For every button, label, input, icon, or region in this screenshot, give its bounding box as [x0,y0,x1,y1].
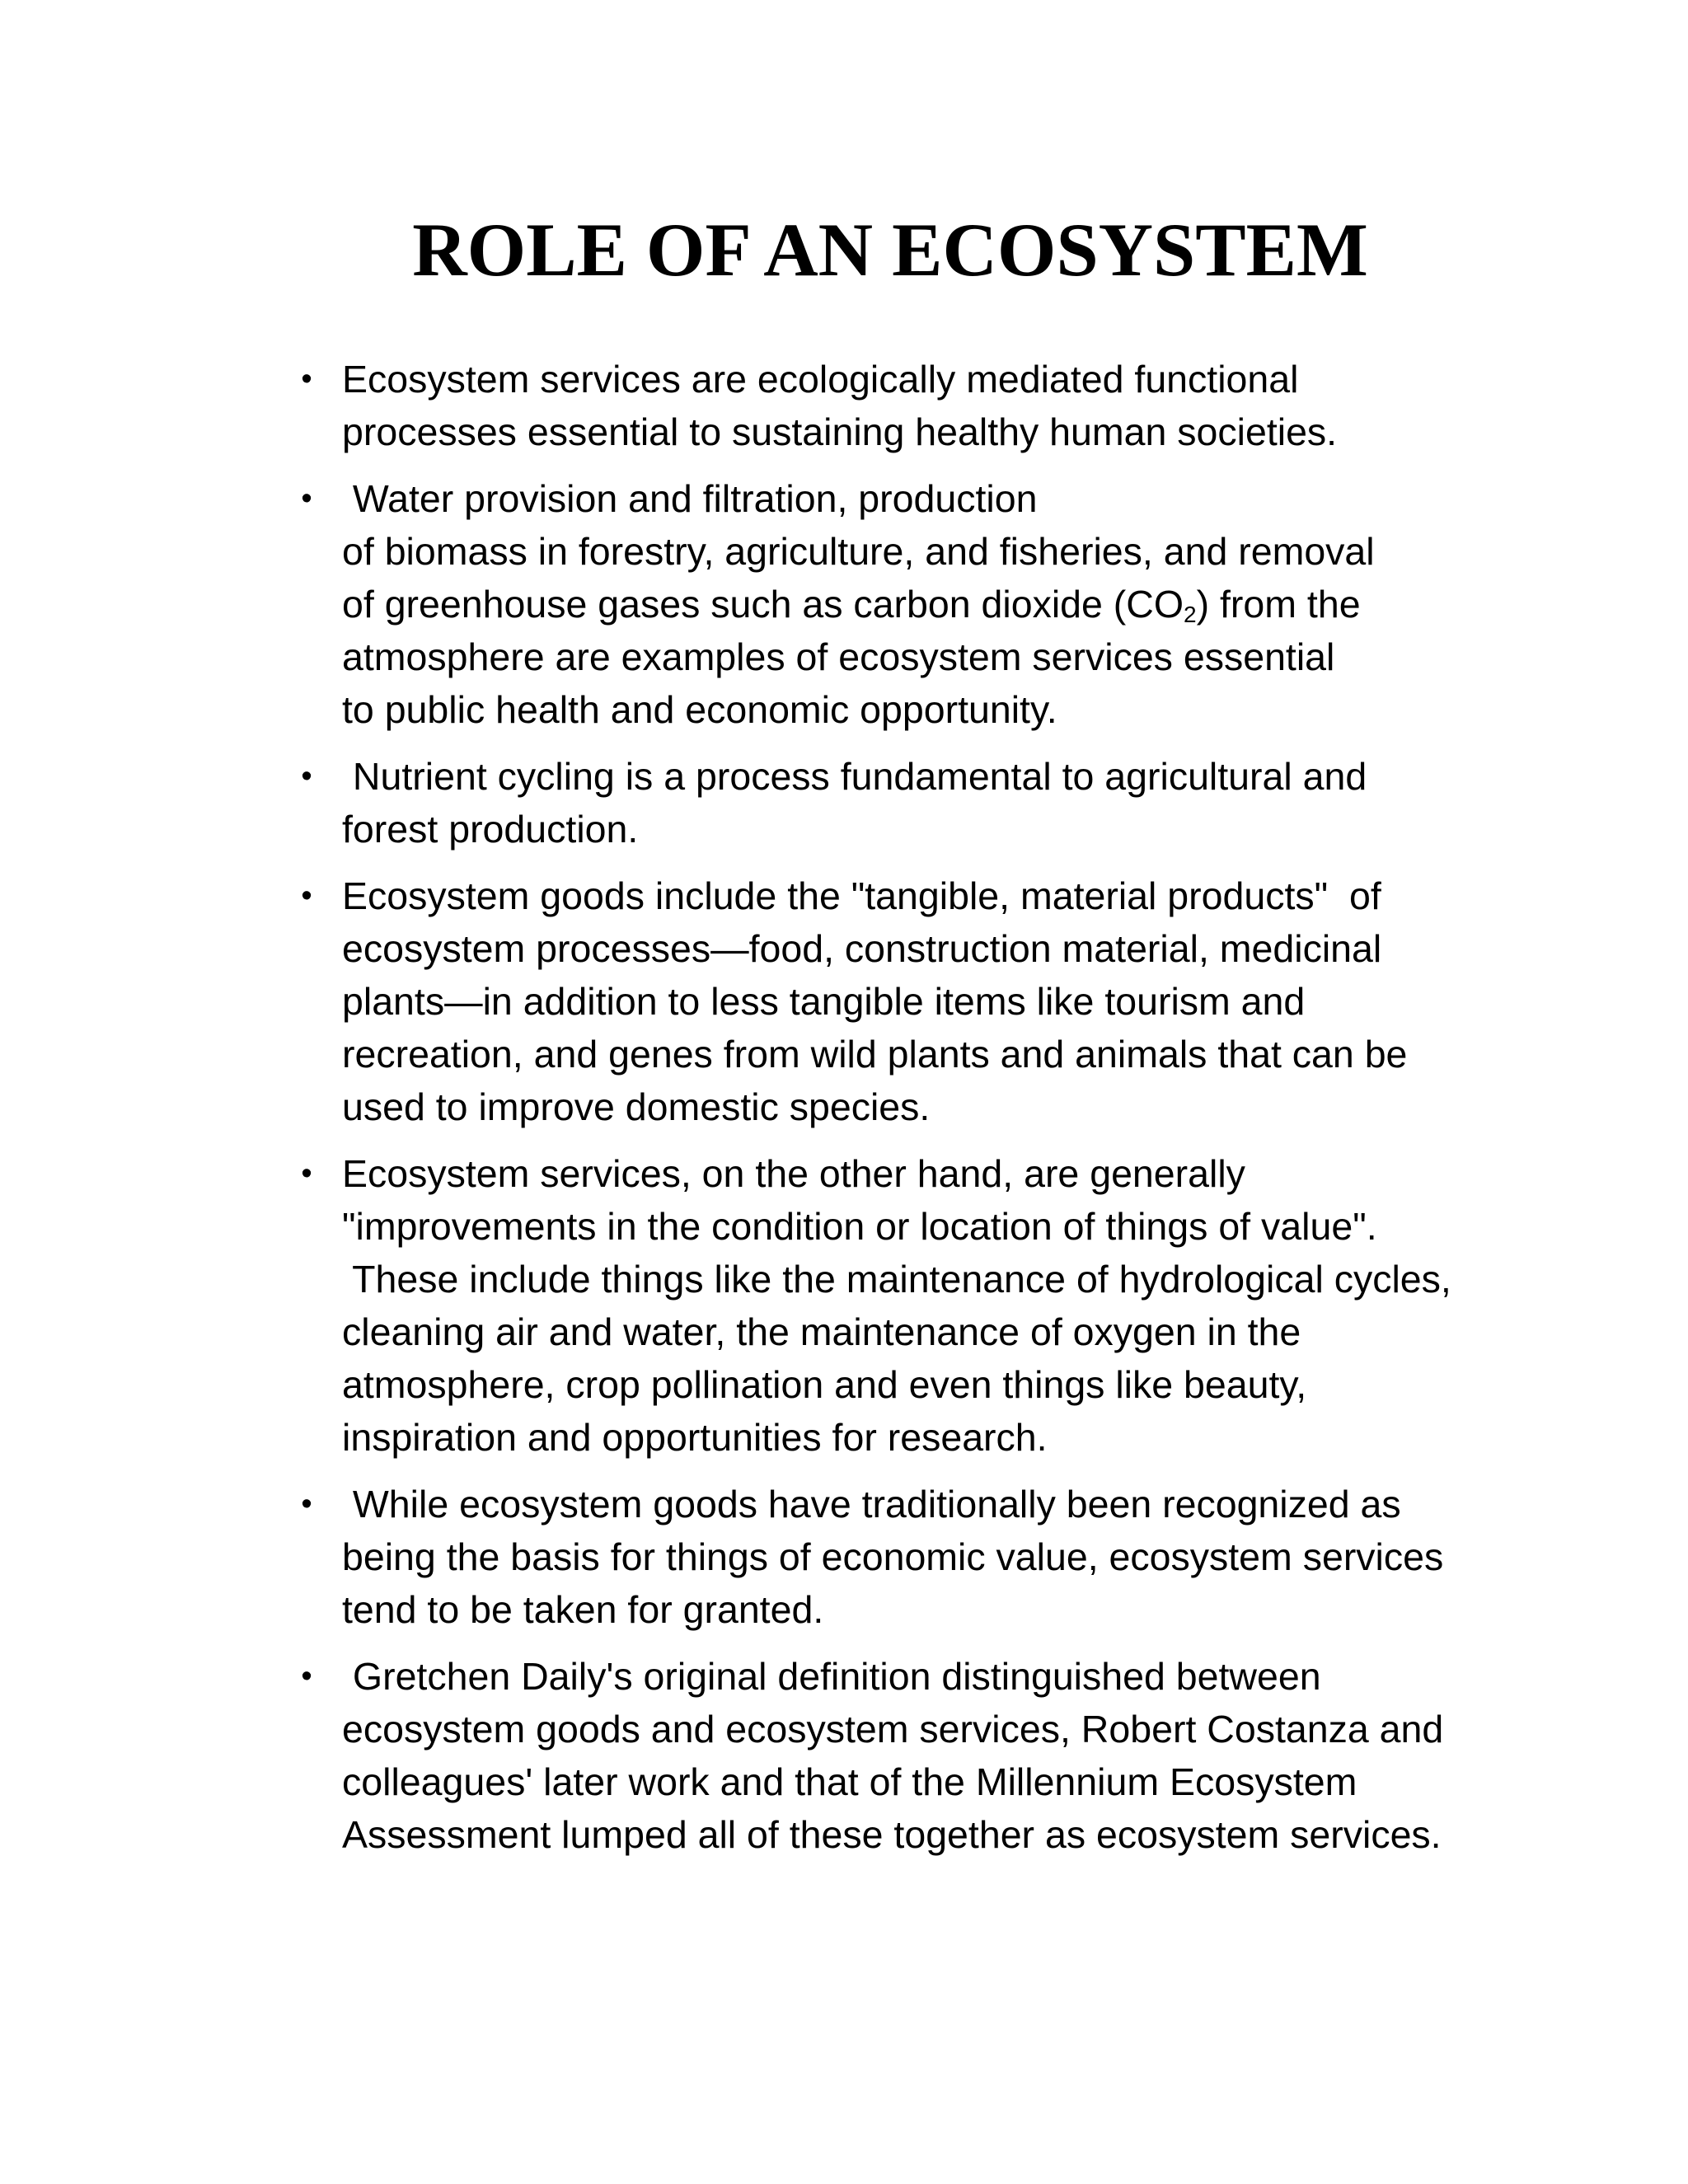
bullet-dot-icon: • [301,362,312,396]
bullet-line: plants—in addition to less tangible items like tourism and [342,980,1306,1023]
bullet-item-1 [301,353,1562,458]
bullet-item-4 [301,869,1562,1133]
bullet-item-3 [301,750,1562,855]
bullet-line: These include things like the maintenance of hydrological cycles, [342,1258,1451,1301]
bullet-line: Ecosystem goods include the "tangible, material products" of [342,874,1381,917]
bullet-line: cleaning air and water, the maintenance of oxygen in the [342,1310,1301,1353]
page-title: ROLE OF AN ECOSYSTEM [412,208,1368,292]
bullet-line: recreation, and genes from wild plants and animals that can be [342,1033,1408,1076]
co2-text-after: ) from the [1196,583,1361,626]
bullet-line: Ecosystem services are ecologically mediated functional [342,358,1299,401]
bullet-item-2 [301,472,1562,736]
bullet-line-co2 [342,578,1562,630]
co2-subscript: 2 [1184,602,1197,627]
bullet-item-5 [301,1147,1562,1464]
bullet-line: While ecosystem goods have traditionally been recognized as [342,1483,1401,1526]
bullet-line: Gretchen Daily's original definition distinguished between [342,1655,1321,1698]
bullet-line: being the basis for things of economic value, ecosystem services [342,1535,1444,1578]
bullet-line: "improvements in the condition or location of things of value". [342,1205,1377,1248]
bullet-line: of biomass in forestry, agriculture, and fisheries, and removal [342,530,1375,573]
bullet-line: tend to be taken for granted. [342,1588,824,1631]
co2-text-before: of greenhouse gases such as carbon dioxide (CO [342,583,1184,626]
bullet-line: Assessment lumped all of these together as ecosystem services. [342,1813,1442,1856]
bullet-dot-icon: • [301,481,312,516]
bullet-line: Ecosystem services, on the other hand, are generally [342,1152,1245,1195]
bullet-line: Water provision and filtration, production [342,477,1038,520]
bullet-dot-icon: • [301,1156,312,1191]
bullet-line: ecosystem goods and ecosystem services, Robert Costanza and [342,1708,1444,1750]
bullet-line: colleagues' later work and that of the Millennium Ecosystem [342,1760,1357,1803]
bullet-line: processes essential to sustaining healthy human societies. [342,410,1338,453]
bullet-item-7 [301,1650,1562,1861]
bullet-line: inspiration and opportunities for research. [342,1416,1048,1459]
bullet-line: atmosphere, crop pollination and even things like beauty, [342,1363,1307,1406]
bullet-line: ecosystem processes—food, construction material, medicinal [342,927,1382,970]
bullet-item-6 [301,1478,1562,1636]
bullet-line: to public health and economic opportunity. [342,688,1057,731]
bullet-dot-icon: • [301,1659,312,1694]
bullet-dot-icon: • [301,759,312,794]
bullet-line: atmosphere are examples of ecosystem services essential [342,635,1335,678]
bullet-line: forest production. [342,808,639,851]
bullet-dot-icon: • [301,879,312,913]
bullet-line: Nutrient cycling is a process fundamental to agricultural and [342,755,1367,798]
bullet-list [301,353,1562,1875]
bullet-dot-icon: • [301,1487,312,1521]
bullet-line: used to improve domestic species. [342,1085,931,1128]
